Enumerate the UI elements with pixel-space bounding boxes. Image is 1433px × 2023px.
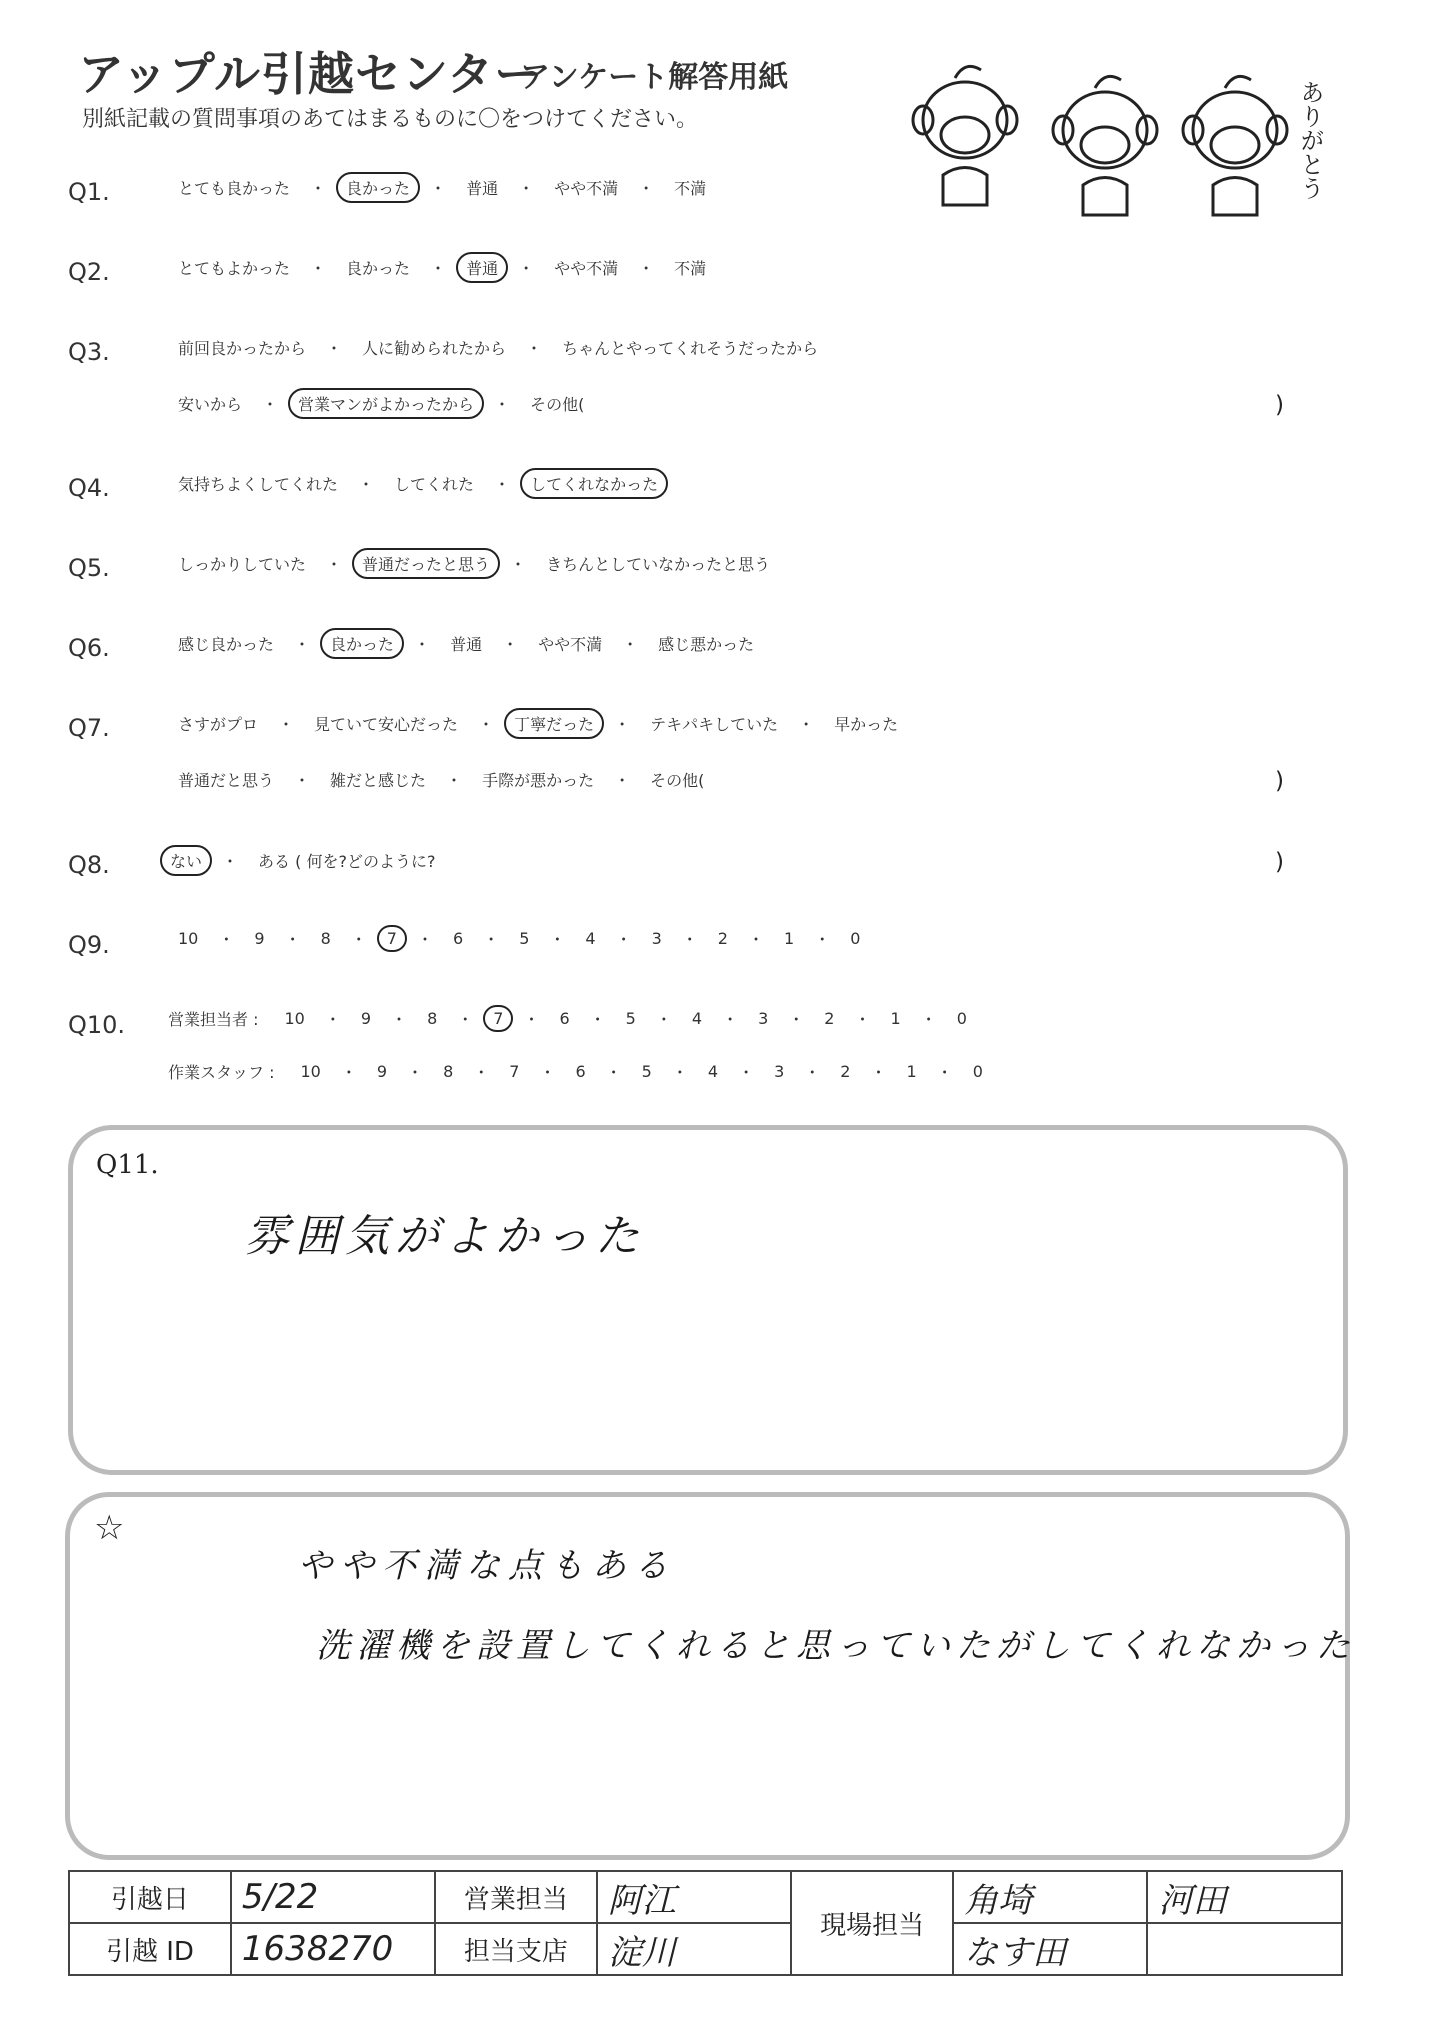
- option[interactable]: その他(: [650, 771, 705, 790]
- option[interactable]: 5: [625, 1009, 636, 1028]
- option-separator: ・: [622, 635, 639, 654]
- option[interactable]: 1: [906, 1062, 917, 1081]
- site-staff-4: [1147, 1923, 1342, 1975]
- option-row: [168, 548, 780, 579]
- option[interactable]: とても良かった: [178, 179, 291, 198]
- option-row: [160, 845, 445, 876]
- option[interactable]: 9: [254, 929, 265, 948]
- option[interactable]: やや不満: [554, 179, 619, 198]
- option-separator: ・: [920, 1010, 937, 1029]
- option-separator: ・: [494, 395, 511, 414]
- option[interactable]: 良かった: [346, 259, 411, 278]
- option-separator: ・: [655, 1010, 672, 1029]
- option-separator: ・: [523, 1010, 540, 1029]
- option[interactable]: 2: [824, 1009, 835, 1028]
- option-row: [168, 388, 594, 419]
- option[interactable]: 1: [784, 929, 795, 948]
- option[interactable]: 8: [427, 1009, 438, 1028]
- option-separator: ・: [457, 1010, 474, 1029]
- sales-label: 営業担当: [435, 1871, 597, 1923]
- option-separator: ・: [518, 179, 535, 198]
- option[interactable]: 4: [585, 929, 596, 948]
- option-separator: ・: [284, 930, 301, 949]
- option-separator: ・: [494, 475, 511, 494]
- option-separator: ・: [391, 1010, 408, 1029]
- rating-row-prefix: 営業担当者 :: [168, 1010, 259, 1029]
- question-label: Q3.: [68, 338, 110, 366]
- option-separator: ・: [340, 1063, 357, 1082]
- option[interactable]: 人に勧められたから: [362, 339, 507, 358]
- option-separator: ・: [638, 259, 655, 278]
- option-separator: ・: [722, 1010, 739, 1029]
- branch-value: 淀川: [597, 1923, 791, 1975]
- option[interactable]: 普通: [450, 635, 483, 654]
- option-separator: ・: [478, 715, 495, 734]
- option-row: [168, 1005, 977, 1032]
- question-label: Q1.: [68, 178, 110, 206]
- option-row: [168, 172, 716, 203]
- option-separator: ・: [350, 930, 367, 949]
- note-line-2: 洗濯機を設置してくれると思っていたがしてくれなかった: [316, 1626, 1356, 1666]
- company-title: アップル引越センター: [78, 47, 542, 101]
- question-label: Q4.: [68, 474, 110, 502]
- option[interactable]: ちゃんとやってくれそうだったから: [562, 339, 819, 358]
- option-separator: ・: [798, 715, 815, 734]
- option-separator: ・: [483, 930, 500, 949]
- option-separator: ・: [310, 179, 327, 198]
- option[interactable]: 感じ良かった: [178, 635, 275, 654]
- notes-box: [65, 1492, 1350, 1860]
- option[interactable]: 早かった: [834, 715, 899, 734]
- monkey-mascots-illustration: [895, 60, 1335, 230]
- question-label: Q10.: [68, 1011, 126, 1039]
- option-separator: ・: [539, 1063, 556, 1082]
- option-separator: ・: [446, 771, 463, 790]
- selected-option[interactable]: 普通だったと思う: [352, 548, 500, 579]
- option[interactable]: やや不満: [538, 635, 603, 654]
- option[interactable]: 5: [641, 1062, 652, 1081]
- option-separator: ・: [671, 1063, 688, 1082]
- option[interactable]: 8: [443, 1062, 454, 1081]
- star-icon: ☆: [94, 1508, 125, 1548]
- option[interactable]: 1: [890, 1009, 901, 1028]
- option-separator: ・: [218, 930, 235, 949]
- option-separator: ・: [416, 930, 433, 949]
- option[interactable]: 雑だと感じた: [330, 771, 427, 790]
- option[interactable]: ある ( 何を?どのように?: [258, 852, 436, 871]
- option-separator: ・: [526, 339, 543, 358]
- option-separator: ・: [605, 1063, 622, 1082]
- q11-label: Q11.: [96, 1150, 159, 1180]
- option[interactable]: 4: [707, 1062, 719, 1081]
- selected-option[interactable]: してくれなかった: [520, 468, 668, 499]
- option[interactable]: 手際が悪かった: [482, 771, 595, 790]
- option[interactable]: 6: [559, 1009, 570, 1028]
- option-separator: ・: [638, 179, 655, 198]
- option[interactable]: 6: [452, 929, 464, 948]
- option[interactable]: 10: [300, 1062, 321, 1081]
- option[interactable]: 4: [691, 1009, 703, 1028]
- option-separator: ・: [615, 930, 632, 949]
- q11-handwritten-answer: 雰囲気がよかった: [245, 1211, 645, 1262]
- option-separator: ・: [854, 1010, 871, 1029]
- option[interactable]: 不満: [674, 179, 707, 198]
- option-separator: ・: [804, 1063, 821, 1082]
- move-info-table: [68, 1870, 1343, 1976]
- move-date-value: 5/22: [231, 1871, 435, 1923]
- note-line-1: やや不満な点もある: [298, 1546, 676, 1586]
- option-row: [168, 925, 870, 952]
- option-row: [168, 332, 828, 363]
- selected-option[interactable]: 良かった: [336, 172, 420, 203]
- question-label: Q2.: [68, 258, 110, 286]
- option[interactable]: 10: [284, 1009, 305, 1028]
- option-row: [168, 628, 764, 659]
- option-separator: ・: [510, 555, 527, 574]
- option[interactable]: 2: [717, 929, 728, 948]
- option[interactable]: 3: [758, 1009, 769, 1028]
- selected-option[interactable]: 7: [483, 1005, 513, 1032]
- option-separator: ・: [278, 715, 295, 734]
- option[interactable]: 9: [360, 1009, 372, 1028]
- option-separator: ・: [788, 1010, 805, 1029]
- option-separator: ・: [222, 852, 239, 871]
- option-separator: ・: [589, 1010, 606, 1029]
- option-separator: ・: [326, 339, 343, 358]
- option-separator: ・: [614, 771, 631, 790]
- option[interactable]: やや不満: [554, 259, 619, 278]
- option-separator: ・: [430, 179, 447, 198]
- selected-option[interactable]: 普通: [456, 252, 508, 283]
- option[interactable]: 見ていて安心だった: [314, 715, 459, 734]
- option-separator: ・: [358, 475, 375, 494]
- option[interactable]: 2: [840, 1062, 851, 1081]
- option[interactable]: 0: [972, 1062, 983, 1081]
- option[interactable]: さすがプロ: [178, 715, 259, 734]
- option[interactable]: 安いから: [178, 395, 243, 414]
- option-row: [168, 252, 716, 283]
- move-id-value: 1638270: [231, 1923, 435, 1975]
- option-separator: ・: [549, 930, 566, 949]
- option[interactable]: 5: [519, 929, 530, 948]
- option[interactable]: その他(: [530, 395, 585, 414]
- site-staff-2: 河田: [1147, 1871, 1342, 1923]
- question-label: Q7.: [68, 714, 110, 742]
- option[interactable]: 9: [376, 1062, 388, 1081]
- option-separator: ・: [814, 930, 831, 949]
- option-separator: ・: [294, 635, 311, 654]
- option-separator: ・: [430, 259, 447, 278]
- option-separator: ・: [310, 259, 327, 278]
- thanks-text: ありがとう: [1296, 80, 1324, 200]
- move-id-label: 引越 ID: [69, 1923, 231, 1975]
- option[interactable]: 気持ちよくしてくれた: [178, 475, 339, 494]
- option-row: [168, 468, 668, 499]
- option-separator: ・: [407, 1063, 424, 1082]
- option[interactable]: とてもよかった: [178, 259, 291, 278]
- rating-row-prefix: 作業スタッフ :: [168, 1063, 275, 1082]
- q11-answer-box: [68, 1125, 1348, 1475]
- other-close-paren: ): [1275, 768, 1284, 794]
- option[interactable]: 0: [956, 1009, 967, 1028]
- option[interactable]: テキパキしていた: [650, 715, 779, 734]
- option[interactable]: 10: [178, 929, 199, 948]
- branch-label: 担当支店: [435, 1923, 597, 1975]
- option-separator: ・: [614, 715, 631, 734]
- option[interactable]: 0: [850, 929, 861, 948]
- option-separator: ・: [747, 930, 764, 949]
- option-separator: ・: [324, 1010, 341, 1029]
- sales-person-value: 阿江: [597, 1871, 791, 1923]
- site-label: 現場担当: [791, 1871, 953, 1975]
- option-separator: ・: [502, 635, 519, 654]
- site-staff-1: 角埼: [953, 1871, 1147, 1923]
- option[interactable]: しっかりしていた: [178, 555, 307, 574]
- option[interactable]: 普通: [466, 179, 499, 198]
- move-date-label: 引越日: [69, 1871, 231, 1923]
- question-label: Q6.: [68, 634, 110, 662]
- selected-option[interactable]: 丁寧だった: [504, 708, 604, 739]
- selected-option[interactable]: 良かった: [320, 628, 404, 659]
- selected-option[interactable]: 営業マンがよかったから: [288, 388, 484, 419]
- option-separator: ・: [262, 395, 279, 414]
- option[interactable]: 6: [575, 1062, 586, 1081]
- form-title: アンケート解答用紙: [520, 60, 789, 95]
- option-separator: ・: [681, 930, 698, 949]
- option-row: [168, 708, 908, 739]
- option-separator: ・: [326, 555, 343, 574]
- site-staff-3: なす田: [953, 1923, 1147, 1975]
- question-label: Q8.: [68, 851, 110, 879]
- option[interactable]: 3: [774, 1062, 785, 1081]
- option[interactable]: 3: [651, 929, 662, 948]
- question-label: Q9.: [68, 931, 110, 959]
- option[interactable]: 不満: [674, 259, 707, 278]
- option[interactable]: 感じ悪かった: [658, 635, 755, 654]
- option-row: [168, 1058, 993, 1085]
- option-separator: ・: [738, 1063, 755, 1082]
- option[interactable]: 前回良かったから: [178, 339, 307, 358]
- option-row: [168, 764, 714, 795]
- option[interactable]: 7: [509, 1062, 520, 1081]
- option-separator: ・: [414, 635, 431, 654]
- option[interactable]: きちんとしていなかったと思う: [546, 555, 771, 574]
- option-separator: ・: [936, 1063, 953, 1082]
- other-close-paren: ): [1275, 392, 1284, 418]
- option-separator: ・: [518, 259, 535, 278]
- selected-option[interactable]: ない: [160, 845, 212, 876]
- option-separator: ・: [294, 771, 311, 790]
- other-close-paren: ): [1275, 849, 1284, 875]
- question-label: Q5.: [68, 554, 110, 582]
- instruction-text: 別紙記載の質問事項のあてはまるものに〇をつけてください。: [82, 107, 699, 132]
- option-separator: ・: [473, 1063, 490, 1082]
- option-separator: ・: [870, 1063, 887, 1082]
- option[interactable]: 8: [320, 929, 331, 948]
- selected-option[interactable]: 7: [377, 925, 407, 952]
- option[interactable]: してくれた: [394, 475, 475, 494]
- option[interactable]: 普通だと思う: [178, 771, 275, 790]
